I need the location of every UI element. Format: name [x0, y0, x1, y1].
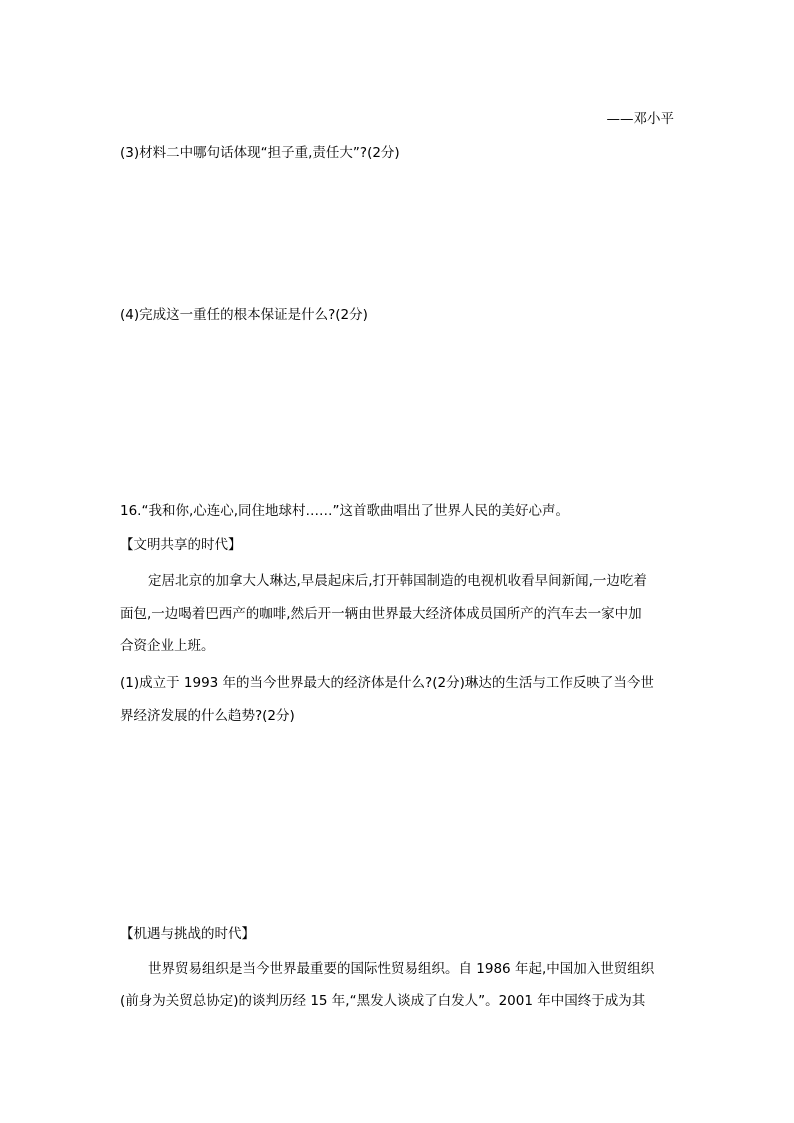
paragraph-line: 合资企业上班。 [120, 638, 215, 654]
attribution: ——邓小平 [606, 111, 674, 127]
question-4: (4)完成这一重任的根本保证是什么?(2分) [120, 307, 368, 323]
section-title-opportunity: 【机遇与挑战的时代】 [120, 926, 255, 942]
paragraph-line: 定居北京的加拿大人琳达,早晨起床后,打开韩国制造的电视机收看早间新闻,一边吃着 [148, 573, 647, 589]
paragraph-line: (前身为关贸总协定)的谈判历经 15 年,“黑发人谈成了白发人”。2001 年中国终于成为其 [120, 993, 646, 1009]
question-16-intro: 16.“我和你,心连心,同住地球村……”这首歌曲唱出了世界人民的美好心声。 [120, 503, 570, 519]
paragraph-line: 面包,一边喝着巴西产的咖啡,然后开一辆由世界最大经济体成员国所产的汽车去一家中加 [120, 606, 642, 622]
question-3: (3)材料二中哪句话体现“担子重,责任大”?(2分) [120, 145, 400, 161]
paragraph-line: 世界贸易组织是当今世界最重要的国际性贸易组织。自 1986 年起,中国加入世贸组织 [148, 961, 655, 977]
question-16-1-line: 界经济发展的什么趋势?(2分) [120, 708, 295, 724]
section-title-civilization: 【文明共享的时代】 [120, 537, 242, 553]
question-16-1-line: (1)成立于 1993 年的当今世界最大的经济体是什么?(2分)琳达的生活与工作反映了当今世 [120, 675, 654, 691]
